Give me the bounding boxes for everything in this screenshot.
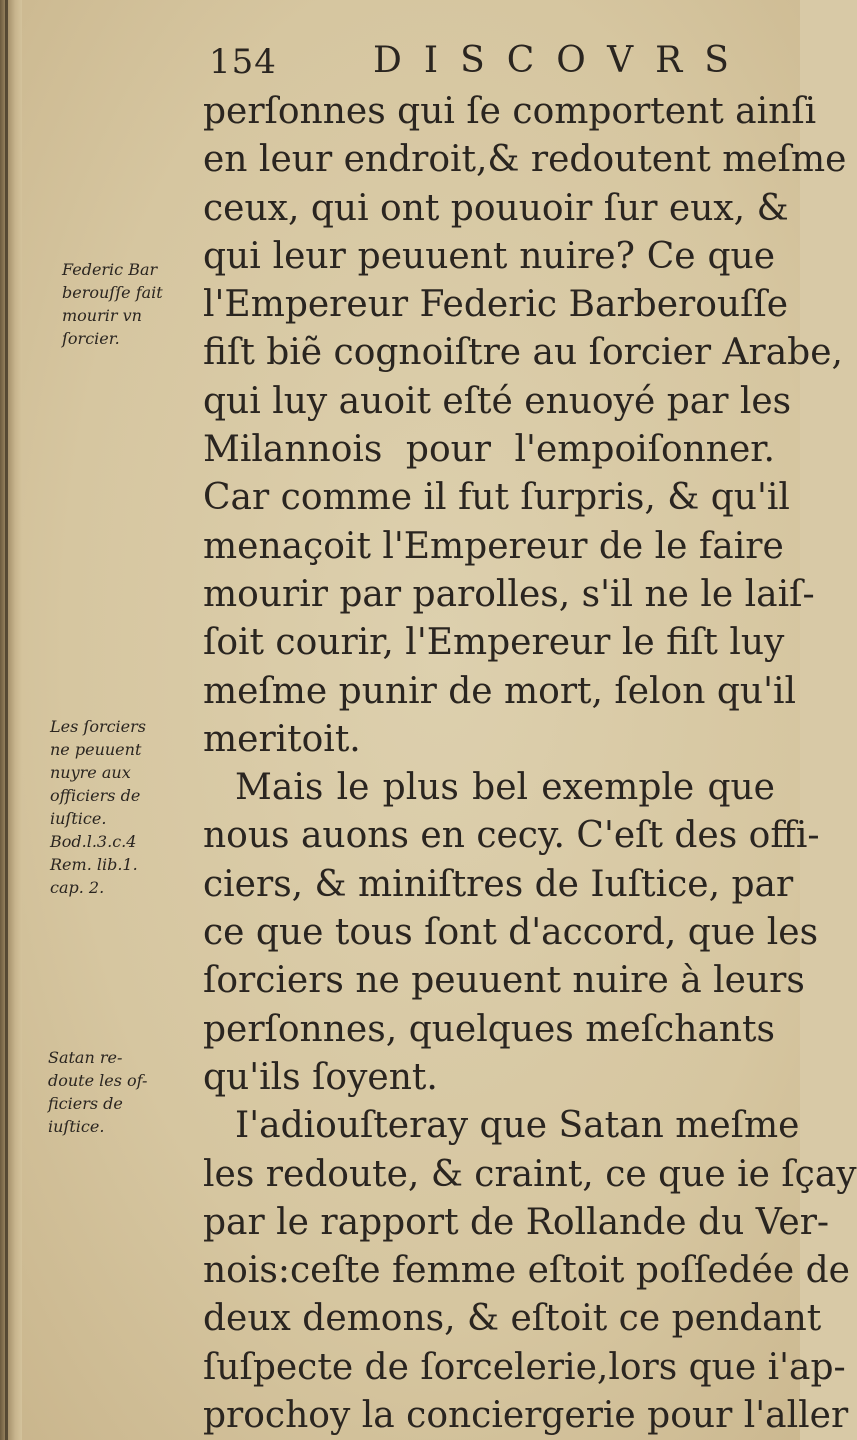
text-line: I'adiouſteray que Satan meſme <box>235 1105 800 1147</box>
text-line: nous auons en cecy. C'eſt des offi- <box>203 815 820 857</box>
running-title: DISCOVRS <box>373 40 751 81</box>
text-line: les redoute, & craint, ce que ie ſçay <box>203 1153 857 1195</box>
margin-note-line: ſorcier. <box>62 329 120 348</box>
text-line: qui luy auoit eſté enuoyé par les <box>203 380 792 422</box>
text-line: qu'ils ſoyent. <box>203 1056 438 1098</box>
text-line: en leur endroit,& redoutent meſme <box>203 139 847 181</box>
page-header <box>205 38 765 88</box>
text-line: ceux, qui ont pouuoir ſur eux, & <box>203 187 789 229</box>
text-line: Milannois pour l'empoiſonner. <box>203 429 775 471</box>
margin-note-line: officiers de <box>50 786 141 805</box>
margin-note-line: iuſtice. <box>48 1117 105 1136</box>
text-line: prochoy la conciergerie pour l'aller <box>203 1395 849 1437</box>
margin-note-line: iuſtice. <box>50 809 107 828</box>
margin-note-line: mourir vn <box>62 306 142 325</box>
margin-note-line: doute les of- <box>48 1071 148 1090</box>
text-line: par le rapport de Rollande du Ver- <box>203 1201 830 1243</box>
binding-edge-line <box>5 0 8 1440</box>
margin-note-sorciers <box>50 715 210 899</box>
margin-note-line: Rem. lib.1. <box>50 855 138 874</box>
text-line: ſuſpecte de ſorcelerie,lors que i'ap- <box>203 1346 846 1388</box>
text-line: ſorciers ne peuuent nuire à leurs <box>203 960 805 1002</box>
margin-note-line: ne peuuent <box>50 740 142 759</box>
text-line: Car comme il fut ſurpris, & qu'il <box>203 477 790 519</box>
text-line: fiſt biẽ cognoiſtre au ſorcier Arabe, <box>203 332 843 374</box>
margin-note-line: Satan re- <box>48 1048 123 1067</box>
margin-note-line: berouſſe fait <box>62 283 163 302</box>
margin-note-line: nuyre aux <box>50 763 131 782</box>
text-line: qui leur peuuent nuire? Ce que <box>203 235 775 277</box>
margin-note-barberousse <box>62 258 222 350</box>
margin-note-line: Bod.l.3.c.4 <box>50 832 137 851</box>
text-line: ciers, & miniſtres de Iuſtice, par <box>203 863 794 905</box>
text-line: menaçoit l'Empereur de le faire <box>203 525 784 567</box>
margin-note-line: Les ſorciers <box>50 717 146 736</box>
text-line: ce que tous ſont d'accord, que les <box>203 912 819 954</box>
text-line: perſonnes qui ſe comportent ainſi <box>203 91 817 132</box>
margin-note-satan <box>48 1046 208 1138</box>
book-binding <box>0 0 22 1440</box>
margin-note-line: cap. 2. <box>50 878 105 897</box>
margin-note-line: Federic Bar <box>62 260 158 279</box>
text-line: ſoit courir, l'Empereur le fiſt luy <box>203 622 785 664</box>
text-line: nois:ceſte femme eſtoit poſſedée de <box>203 1250 850 1292</box>
text-line: l'Empereur Federic Barberouſſe <box>203 284 789 326</box>
page-number: 154 <box>209 42 277 82</box>
text-line: mourir par parolles, s'il ne le laiſ- <box>203 573 815 615</box>
margin-note-line: ficiers de <box>48 1094 123 1113</box>
text-line: Mais le plus bel exemple que <box>235 767 775 809</box>
text-line: meſme punir de mort, ſelon qu'il <box>203 670 796 712</box>
text-line: meritoit. <box>203 718 361 760</box>
body-text <box>203 88 857 1440</box>
text-line: perſonnes, quelques meſchants <box>203 1008 775 1050</box>
text-line: deux demons, & eſtoit ce pendant <box>203 1298 822 1340</box>
